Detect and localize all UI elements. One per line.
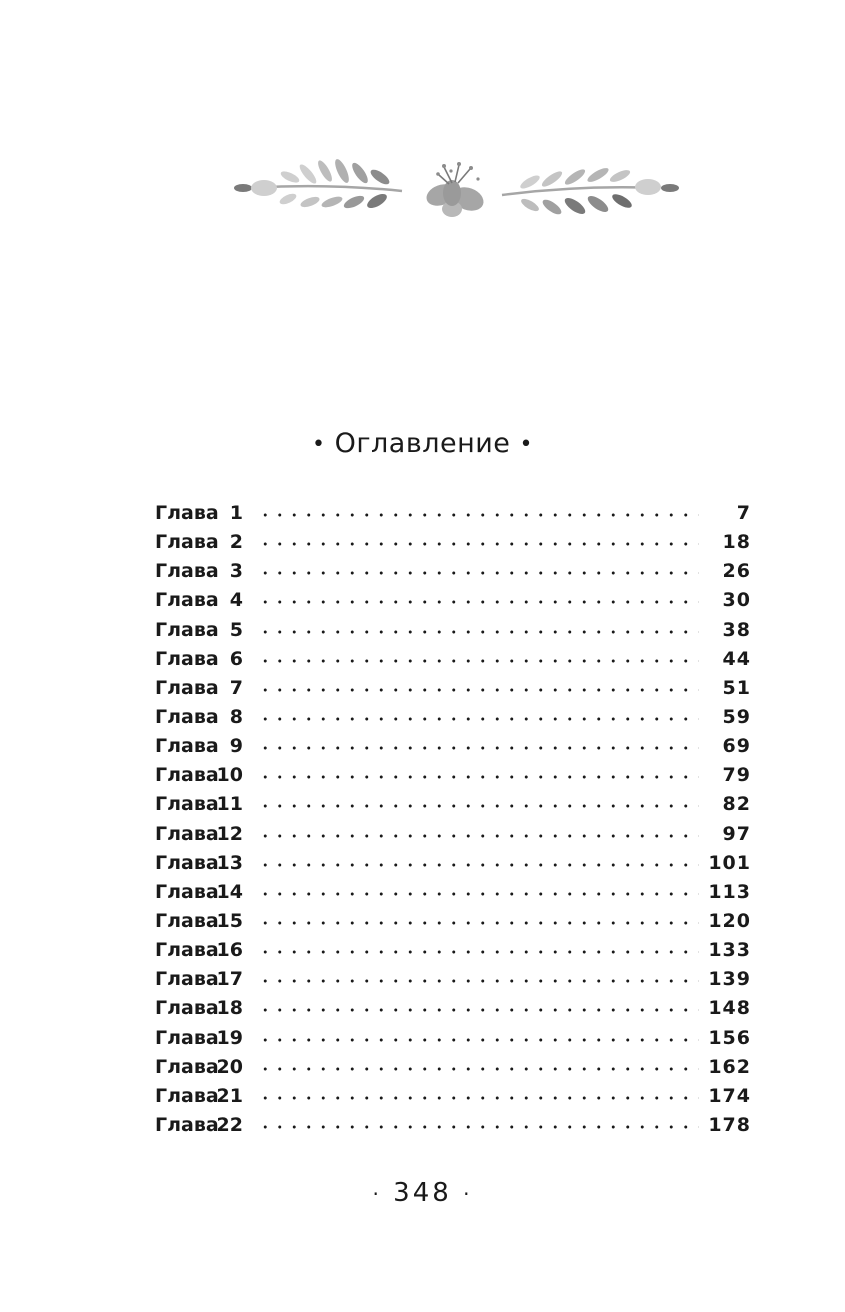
folio-bullet-left: · [372,1182,382,1206]
chapter-label: Глава [155,647,219,670]
dot-leader [255,659,699,663]
chapter-label: Глава [155,909,219,932]
chapter-page-number: 97 [722,822,751,845]
chapter-page-number: 30 [722,589,751,612]
dot-leader [255,1008,699,1012]
chapter-number: 4 [229,589,243,612]
dot-leader [255,950,699,954]
chapter-page-number: 174 [708,1084,751,1107]
chapter-page-number: 178 [708,1113,751,1136]
chapter-page-number: 18 [722,531,751,554]
toc-entry[interactable] [155,966,751,995]
chapter-label: Глава [155,1113,219,1136]
dot-leader [255,513,699,517]
heading-bullet-left: • [312,431,326,457]
toc-entry[interactable] [155,937,751,966]
toc-entry[interactable] [155,1054,751,1083]
chapter-label: Глава [155,589,219,612]
chapter-number: 18 [216,997,243,1020]
toc-entry[interactable] [155,646,751,675]
dot-leader [255,921,699,925]
dot-leader [255,1096,699,1100]
toc-title: Оглавление [334,428,511,459]
chapter-number: 1 [229,502,243,524]
chapter-number: 12 [216,822,243,845]
toc-entry[interactable] [155,995,751,1024]
chapter-number: 20 [216,1055,243,1078]
chapter-page-number: 101 [708,851,751,874]
chapter-number: 11 [216,793,243,816]
chapter-number: 6 [229,647,243,670]
chapter-number: 2 [229,531,243,554]
chapter-label: Глава [155,1055,219,1078]
dot-leader [255,979,699,983]
dot-leader [255,892,699,896]
chapter-page-number: 59 [722,705,751,728]
toc-entry[interactable] [155,762,751,791]
chapter-page-number: 38 [722,618,751,641]
folio-bullet-right: · [463,1182,473,1206]
chapter-label: Глава [155,793,219,816]
chapter-label: Глава [155,997,219,1020]
toc-entry[interactable] [155,821,751,850]
toc-entry[interactable] [155,587,751,616]
chapter-number: 19 [216,1026,243,1049]
toc-entry[interactable] [155,529,751,558]
dot-leader [255,630,699,634]
chapter-page-number: 139 [708,968,751,991]
chapter-page-number: 79 [722,764,751,787]
dot-leader [255,775,699,779]
chapter-label: Глава [155,851,219,874]
dot-leader [255,688,699,692]
chapter-label: Глава [155,502,219,524]
chapter-page-number: 69 [722,735,751,758]
chapter-label: Глава [155,968,219,991]
flower-ornament [423,162,486,217]
toc-entry[interactable] [155,908,751,937]
chapter-number: 7 [229,676,243,699]
chapter-label: Глава [155,676,219,699]
chapter-number: 17 [216,968,243,991]
dot-leader [255,863,699,867]
chapter-number: 9 [229,735,243,758]
dot-leader [255,1125,699,1129]
chapter-label: Глава [155,618,219,641]
dot-leader [255,600,699,604]
toc-heading [0,424,845,465]
dot-leader [255,1038,699,1042]
dot-leader [255,542,699,546]
chapter-page-number: 156 [708,1026,751,1049]
heading-bullet-right: • [519,431,533,457]
chapter-number: 21 [216,1084,243,1107]
chapter-label: Глава [155,560,219,583]
chapter-label: Глава [155,1026,219,1049]
toc-entry[interactable] [155,500,751,529]
dot-leader [255,1067,699,1071]
dot-leader [255,804,699,808]
chapter-number: 3 [229,560,243,583]
chapter-page-number: 44 [722,647,751,670]
toc-entry[interactable] [155,879,751,908]
chapter-label: Глава [155,764,219,787]
chapter-number: 10 [216,764,243,787]
chapter-number: 5 [229,618,243,641]
chapter-label: Глава [155,705,219,728]
right-branch-ornament [502,166,679,217]
chapter-page-number: 133 [708,939,751,962]
chapter-page-number: 7 [736,502,751,524]
page-number: 348 [393,1178,452,1208]
chapter-label: Глава [155,822,219,845]
chapter-label: Глава [155,880,219,903]
chapter-number: 22 [216,1113,243,1136]
left-branch-ornament [234,157,402,211]
chapter-page-number: 162 [708,1055,751,1078]
chapter-page-number: 113 [708,880,751,903]
chapter-number: 14 [216,880,243,903]
chapter-number: 16 [216,939,243,962]
toc-entry[interactable] [155,733,751,762]
toc-entry[interactable] [155,850,751,879]
floral-ornament [230,155,680,230]
dot-leader [255,834,699,838]
chapter-number: 8 [229,705,243,728]
page-number-footer [0,1176,845,1211]
chapter-label: Глава [155,735,219,758]
chapter-number: 13 [216,851,243,874]
chapter-number: 15 [216,909,243,932]
table-of-contents [155,500,751,1141]
toc-entry[interactable] [155,1025,751,1054]
toc-entry[interactable] [155,1112,751,1141]
toc-entry[interactable] [155,704,751,733]
toc-entry[interactable] [155,675,751,704]
dot-leader [255,571,699,575]
chapter-label: Глава [155,939,219,962]
chapter-page-number: 148 [708,997,751,1020]
dot-leader [255,717,699,721]
toc-entry[interactable] [155,1083,751,1112]
chapter-page-number: 82 [722,793,751,816]
chapter-page-number: 51 [722,676,751,699]
dot-leader [255,746,699,750]
toc-entry[interactable] [155,558,751,587]
toc-entry[interactable] [155,791,751,820]
toc-entry[interactable] [155,617,751,646]
chapter-label: Глава [155,531,219,554]
chapter-page-number: 120 [708,909,751,932]
chapter-label: Глава [155,1084,219,1107]
chapter-page-number: 26 [722,560,751,583]
